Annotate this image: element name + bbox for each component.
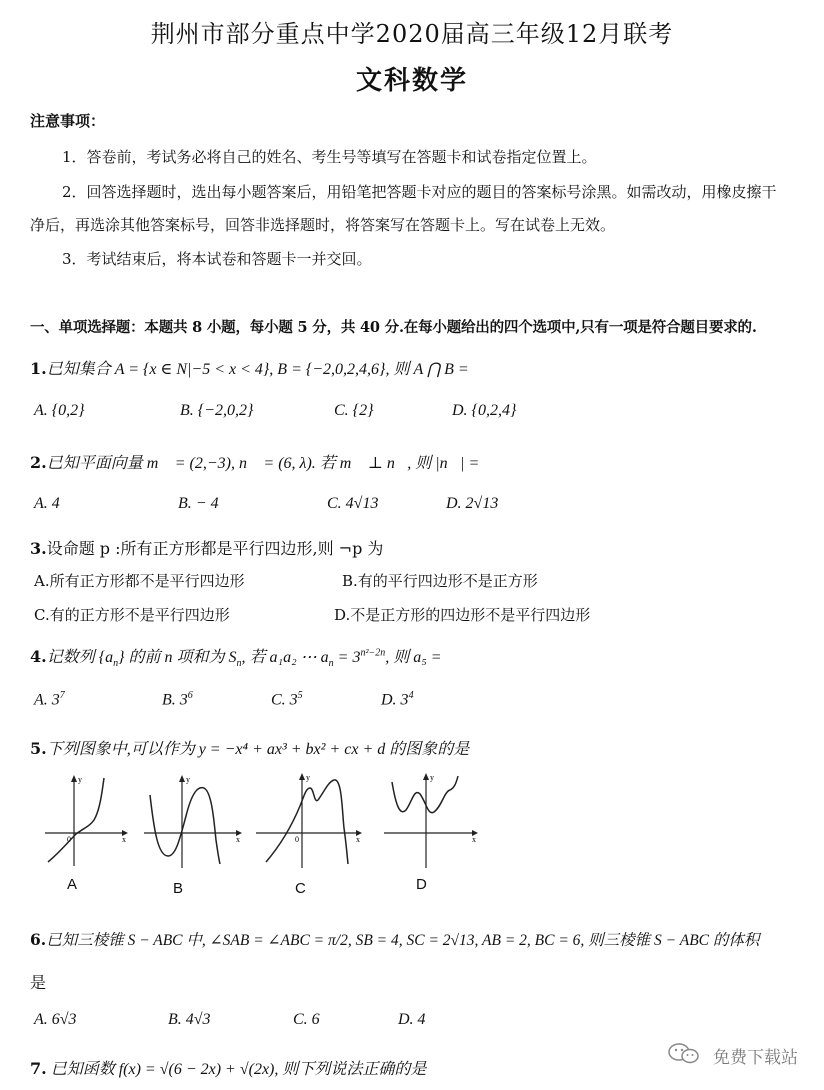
- option-c: C. 6: [293, 1011, 320, 1028]
- option-c: C. $3^5$: [271, 690, 303, 709]
- svg-text:y: y: [306, 773, 310, 782]
- option-d: D. 4: [398, 1011, 426, 1028]
- option-d: D. 2√13: [446, 495, 499, 512]
- option-a: A. 4: [34, 495, 60, 512]
- option-a: A. {0,2}: [34, 402, 85, 419]
- graph-d: [380, 770, 480, 870]
- question-6: [30, 928, 759, 950]
- option-c: C.有的正方形不是平行四边形: [34, 606, 230, 624]
- question-4: 4.记数列 $\{a_n\}$ 的前 n 项和为 $S_n$, 若 a₁a₂ ⋯ $a_n = 3^{n^2-2n}$, 则 a₅ =: [30, 647, 442, 670]
- graph-a: [40, 770, 130, 870]
- question-number: 6.: [30, 930, 47, 949]
- question-number: 2.: [30, 453, 47, 472]
- option-d: D. $3^4$: [381, 690, 414, 709]
- question-2: [30, 450, 479, 473]
- question-3: [30, 536, 383, 559]
- graph-label-c: C: [295, 880, 306, 897]
- option-c: C. 4√13: [327, 495, 379, 512]
- question-6-continued: 是: [30, 973, 47, 992]
- exam-subject: 文科数学: [355, 66, 468, 96]
- note-item: 净后，再选涂其他答案标号，回答非选择题时，将答案写在答题卡上。写在试卷上无效。: [30, 216, 616, 234]
- notes-heading: 注意事项：: [30, 112, 106, 130]
- graph-label-a: A: [67, 876, 78, 893]
- watermark-text: 免费下载站: [713, 1048, 798, 1068]
- graph-label-d: D: [416, 876, 427, 893]
- question-7: [30, 1056, 426, 1079]
- question-number: 4.: [30, 647, 47, 666]
- svg-text:x: x: [122, 835, 126, 844]
- svg-text:y: y: [186, 775, 190, 784]
- question-5: [30, 736, 469, 759]
- option-b: B. {−2,0,2}: [180, 402, 254, 419]
- question-stem: 已知三棱锥 S − ABC 中, ∠SAB = ∠ABC = π/2, SB = 4, SC = 2√13, AB = 2, BC = 6, 则三棱锥 S − ABC 的体积: [46, 932, 760, 949]
- graph-label-b: B: [173, 880, 184, 897]
- question-number: 7.: [30, 1059, 47, 1078]
- option-d: D. {0,2,4}: [452, 402, 517, 419]
- question-number: 5.: [30, 739, 47, 758]
- option-b: B. − 4: [178, 495, 219, 512]
- question-number: 3.: [30, 539, 47, 558]
- question-1: [30, 356, 469, 379]
- graph-c: [252, 770, 364, 870]
- option-a: A. 6√3: [34, 1011, 77, 1028]
- exam-title: 荆州市部分重点中学2020届高三年级12月联考: [150, 20, 674, 48]
- question-stem: 已知集合 A = {x ∈ N|−5 < x < 4}, B = {−2,0,2,4,6}, 则 A ⋂ B =: [46, 361, 469, 378]
- option-c: C. {2}: [334, 402, 374, 419]
- note-item: 2．回答选择题时，选出每小题答案后，用铅笔把答题卡对应的题目的答案标号涂黑。如需改动，用橡皮擦干: [62, 183, 777, 201]
- section-heading: 一、单项选择题：本题共 8 小题，每小题 5 分，共 40 分.在每小题给出的四个选项中,只有一项是符合题目要求的.: [30, 319, 757, 336]
- option-b: B.有的平行四边形不是正方形: [342, 572, 538, 590]
- svg-text:x: x: [236, 835, 240, 844]
- question-stem: 已知平面向量 m⃗ = (2,−3), n⃗ = (6, λ). 若 m⃗ ⊥ n⃗, 则 |n⃗| =: [46, 455, 480, 472]
- question-stem: 下列图象中,可以作为 y = −x⁴ + ax³ + bx² + cx + d 的图象的是: [46, 741, 470, 758]
- question-stem: 已知函数 f(x) = √(6 − 2x) + √(2x), 则下列说法正确的是: [46, 1061, 427, 1078]
- wechat-icon: [666, 1041, 702, 1065]
- option-a: A. $3^7$: [34, 690, 65, 709]
- question-stem: 设命题 p :所有正方形都是平行四边形,则 ¬p 为: [46, 539, 384, 558]
- note-item: 1．答卷前，考试务必将自己的姓名、考生号等填写在答题卡和试卷指定位置上。: [62, 148, 597, 166]
- svg-text:y: y: [430, 773, 434, 782]
- graph-b: [140, 770, 250, 870]
- question-number: 1.: [30, 359, 47, 378]
- svg-text:0: 0: [67, 835, 71, 844]
- svg-text:y: y: [78, 775, 82, 784]
- option-d: D.不是正方形的四边形不是平行四边形: [334, 606, 591, 624]
- note-item: 3．考试结束后，将本试卷和答题卡一并交回。: [62, 250, 372, 268]
- svg-text:0: 0: [295, 835, 299, 844]
- option-b: B. $3^6$: [162, 690, 193, 709]
- option-a: A.所有正方形都不是平行四边形: [34, 572, 245, 590]
- svg-text:x: x: [356, 835, 360, 844]
- option-b: B. 4√3: [168, 1011, 211, 1028]
- svg-text:x: x: [472, 835, 476, 844]
